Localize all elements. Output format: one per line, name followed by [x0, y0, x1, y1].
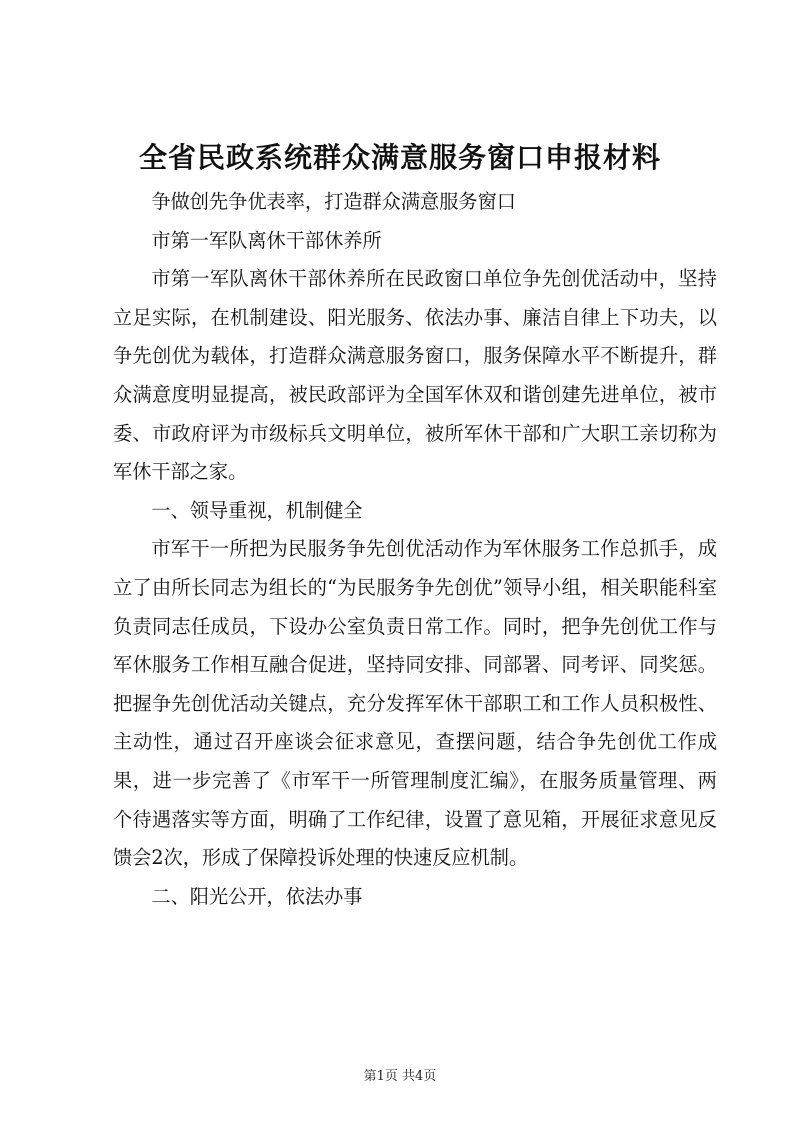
document-title: 全省民政系统群众满意服务窗口申报材料 — [138, 141, 661, 174]
section-heading-1: 一、领导重视，机制健全 — [151, 498, 363, 522]
intro-paragraph: 市第一军队离休干部休养所在民政窗口单位争先创优活动中，坚持立足实际，在机制建设、阳光服务、依法办事、廉洁自律上下功夫，以争先创优为载体，打造群众满意服务窗口，服务保障水平不断提升，群众满意度明显提高，被民政部评为全国军休双和谐创建先进单位，被市委、市政府评为市级标兵文明单位，被所军休干部和广大职工亲切称为军休干部之家。 — [113, 267, 717, 484]
document-body — [113, 183, 717, 916]
section-heading-2: 二、阳光公开，依法办事 — [151, 884, 363, 908]
subtitle-paragraph: 争做创先争优表率，打造群众满意服务窗口 — [151, 190, 516, 213]
section-1-paragraph: 市军干一所把为民服务争先创优活动作为军休服务工作总抓手，成立了由所长同志为组长的“为民服务争先创优”领导小组，相关职能科室负责同志任成员，下设办公室负责日常工作。同时，把争先创优工作与军休服务工作相互融合促进，坚持同安排、同部署、同考评、同奖惩。把握争先创优活动关键点，充分发挥军休干部职工和工作人员积极性、主动性，通过召开座谈会征求意见，查摆问题，结合争先创优工作成果，进一步完善了《市军干一所管理制度汇编》，在服务质量管理、两个待遇落实等方面，明确了工作纪律，设置了意见箱，开展征求意见反馈会2次，形成了保障投诉处理的快速反应机制。 — [113, 537, 717, 870]
page-footer: 第1页 共4页 — [363, 1069, 437, 1084]
organization-paragraph: 市第一军队离休干部休养所 — [151, 228, 382, 252]
